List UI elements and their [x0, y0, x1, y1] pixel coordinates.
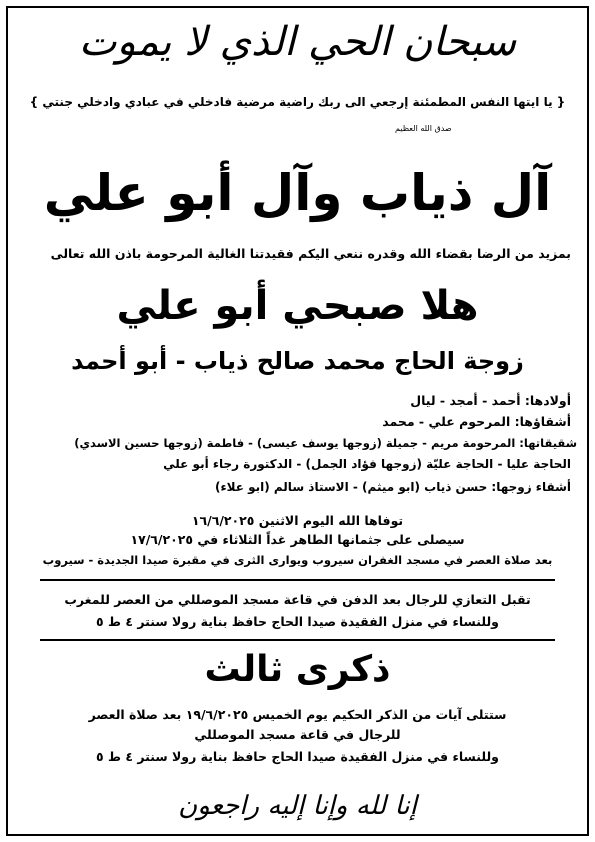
relatives-brothers: أشقاؤها: المرحوم علي - محمد — [382, 414, 571, 429]
family-title: آل ذياب وآل أبو علي — [43, 164, 552, 222]
third-day-line-3: وللنساء في منزل الفقيدة صيدا الحاج حافظ بناية رولا سنتر ٤ ط ٥ — [96, 749, 499, 764]
burial-info: بعد صلاة العصر في مسجد الغفران سيروب ويوارى الثرى في مقبرة صيدا الجديدة - سيروب — [42, 553, 553, 567]
announcement: بمزيد من الرضا بقضاء الله وقدره ننعي اليكم فقيدتنا الغالية المرحومة باذن الله تعالى — [50, 246, 571, 261]
deceased-name: هلا صبحي أبو علي — [116, 283, 479, 329]
calligraphy-bottom: إنا لله وإنا إليه راجعون — [178, 791, 417, 821]
quran-verse: { يا ايتها النفس المطمئنة إرجعي الى ربك راضية مرضية فادخلي في عبادي وادخلي جنتي } — [29, 95, 566, 109]
condolence-women: وللنساء في منزل الفقيدة صيدا الحاج حافظ بناية رولا سنتر ٤ ط ٥ — [96, 614, 499, 629]
relatives-sisters-cont: الحاجة عليا - الحاجة عليّة (زوجها فؤاد الجمل) - الدكتورة رجاء أبو علي — [163, 457, 571, 471]
relatives-in-laws: أشقاء زوجها: حسن ذياب (ابو ميثم) - الاستاذ سالم (ابو علاء) — [214, 480, 571, 494]
divider-top — [40, 579, 555, 581]
third-day-line-1: ستتلى آيات من الذكر الحكيم يوم الخميس ١٩/٦/٢٠٢٥ بعد صلاة العصر — [88, 707, 507, 722]
deceased-spouse: زوجة الحاج محمد صالح ذياب - أبو أحمد — [71, 347, 524, 375]
relatives-children: أولادها: أحمد - أمجد - ليال — [410, 393, 571, 408]
prayer-info: سيصلى على جثمانها الطاهر غداً الثلاثاء في ١٧/٦/٢٠٢٥ — [130, 532, 465, 547]
relatives-sisters: شقيقاتها: المرحومة مريم - جميلة (زوجها يوسف عيسى) - فاطمة (زوجها حسين الاسدي) — [74, 436, 577, 450]
divider-middle — [40, 639, 555, 641]
death-date: توفاها الله اليوم الاثنين ١٦/٦/٢٠٢٥ — [191, 513, 404, 528]
third-day-line-2: للرجال في قاعة مسجد الموصللي — [194, 727, 401, 742]
condolence-men: تقبل التعازي للرجال بعد الدفن في قاعة مسجد الموصللي من العصر للمغرب — [64, 592, 531, 607]
calligraphy-top: سبحان الحي الذي لا يموت — [78, 19, 517, 65]
verse-source: صدق الله العظيم — [395, 124, 452, 133]
third-day-title: ذكرى ثالث — [204, 649, 391, 690]
